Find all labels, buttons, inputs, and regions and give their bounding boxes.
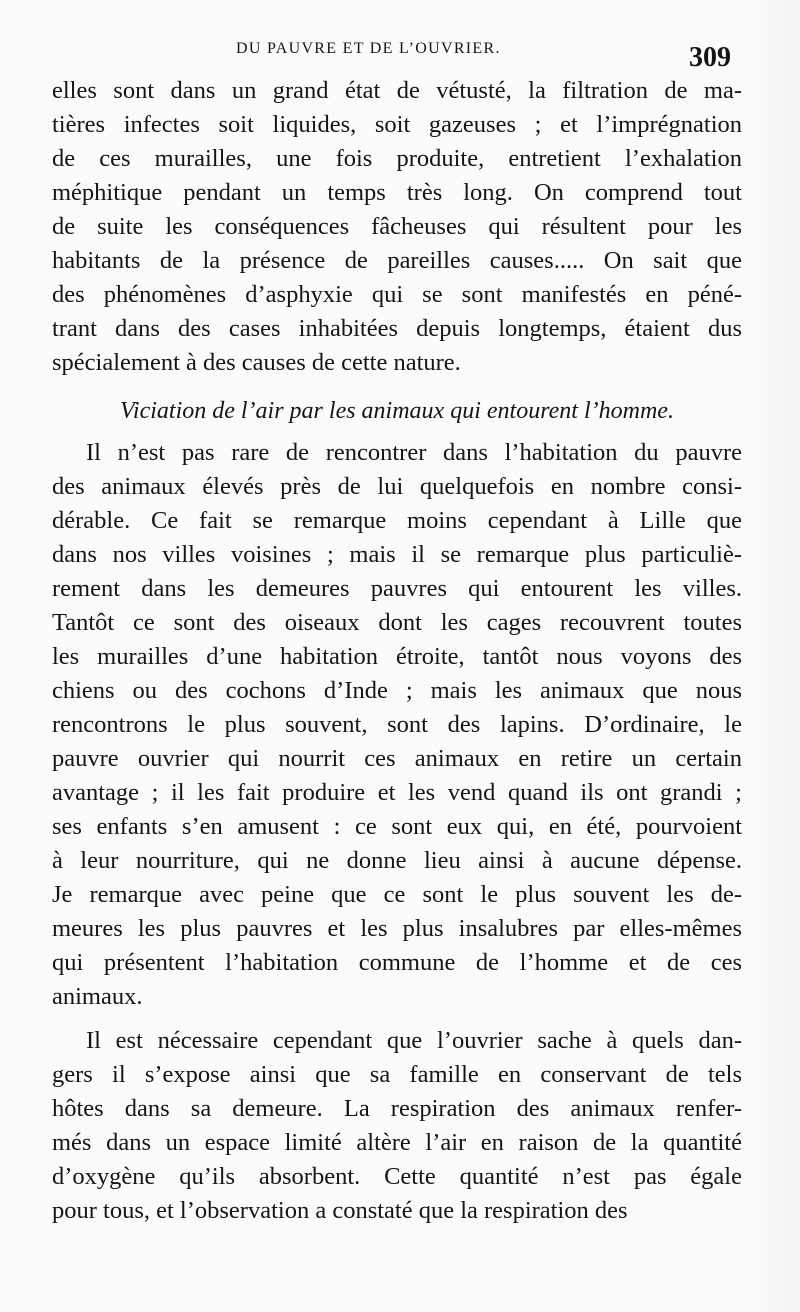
paragraph-1 <box>52 74 742 380</box>
text-line: dérable. Ce fait se remarque moins cependant à Lille que <box>52 507 742 534</box>
text-line: des animaux élevés près de lui quelquefois en nombre consi- <box>52 473 742 500</box>
text-line: tières infectes soit liquides, soit gazeuses ; et l’imprégnation <box>52 111 742 138</box>
text-line: meures les plus pauvres et les plus insalubres par elles-mêmes <box>52 915 742 942</box>
text-line: més dans un espace limité altère l’air en raison de la quantité <box>52 1129 742 1156</box>
text-line: gers il s’expose ainsi que sa famille en conservant de tels <box>52 1061 742 1088</box>
running-head: DU PAUVRE ET DE L’OUVRIER. <box>236 40 501 57</box>
page-edge-shadow <box>756 0 800 1312</box>
text-line: rement dans les demeures pauvres qui entourent les villes. <box>52 575 742 602</box>
body-text <box>52 74 742 1228</box>
text-line: dans nos villes voisines ; mais il se remarque plus particuliè- <box>52 541 742 568</box>
text-line: pauvre ouvrier qui nourrit ces animaux en retire un certain <box>52 745 742 772</box>
text-line: habitants de la présence de pareilles causes..... On sait que <box>52 247 742 274</box>
text-line: animaux. <box>52 983 143 1010</box>
text-line: rencontrons le plus souvent, sont des lapins. D’ordinaire, le <box>52 711 742 738</box>
text-line: elles sont dans un grand état de vétusté, la filtration de ma- <box>52 77 742 104</box>
page-number: 309 <box>689 42 731 73</box>
text-line: avantage ; il les fait produire et les vend quand ils ont grandi ; <box>52 779 742 806</box>
text-line: à leur nourriture, qui ne donne lieu ainsi à aucune dépense. <box>52 847 742 874</box>
text-line: de suite les conséquences fâcheuses qui résultent pour les <box>52 213 742 240</box>
text-line: Je remarque avec peine que ce sont le plus souvent les de- <box>52 881 742 908</box>
text-line: trant dans des cases inhabitées depuis longtemps, étaient dus <box>52 315 742 342</box>
text-line: les murailles d’une habitation étroite, tantôt nous voyons des <box>52 643 742 670</box>
text-line: chiens ou des cochons d’Inde ; mais les animaux que nous <box>52 677 742 704</box>
text-line: de ces murailles, une fois produite, entretient l’exhalation <box>52 145 742 172</box>
text-line: Il est nécessaire cependant que l’ouvrier sache à quels dan- <box>86 1027 742 1054</box>
text-line: ses enfants s’en amusent : ce sont eux qui, en été, pourvoient <box>52 813 742 840</box>
text-line: des phénomènes d’asphyxie qui se sont manifestés en péné- <box>52 281 742 308</box>
section-heading: Viciation de l’air par les animaux qui entourent l’homme. <box>120 398 674 424</box>
text-line: spécialement à des causes de cette nature. <box>52 349 461 376</box>
text-line: Tantôt ce sont des oiseaux dont les cages recouvrent toutes <box>52 609 742 636</box>
paragraph-3 <box>52 1024 742 1228</box>
text-line: d’oxygène qu’ils absorbent. Cette quantité n’est pas égale <box>52 1163 742 1190</box>
paragraph-2 <box>52 436 742 1014</box>
text-line: méphitique pendant un temps très long. On comprend tout <box>52 179 742 206</box>
text-line: Il n’est pas rare de rencontrer dans l’habitation du pauvre <box>86 439 742 466</box>
text-line: pour tous, et l’observation a constaté que la respiration des <box>52 1197 628 1224</box>
text-line: hôtes dans sa demeure. La respiration des animaux renfer- <box>52 1095 742 1122</box>
text-line: qui présentent l’habitation commune de l’homme et de ces <box>52 949 742 976</box>
